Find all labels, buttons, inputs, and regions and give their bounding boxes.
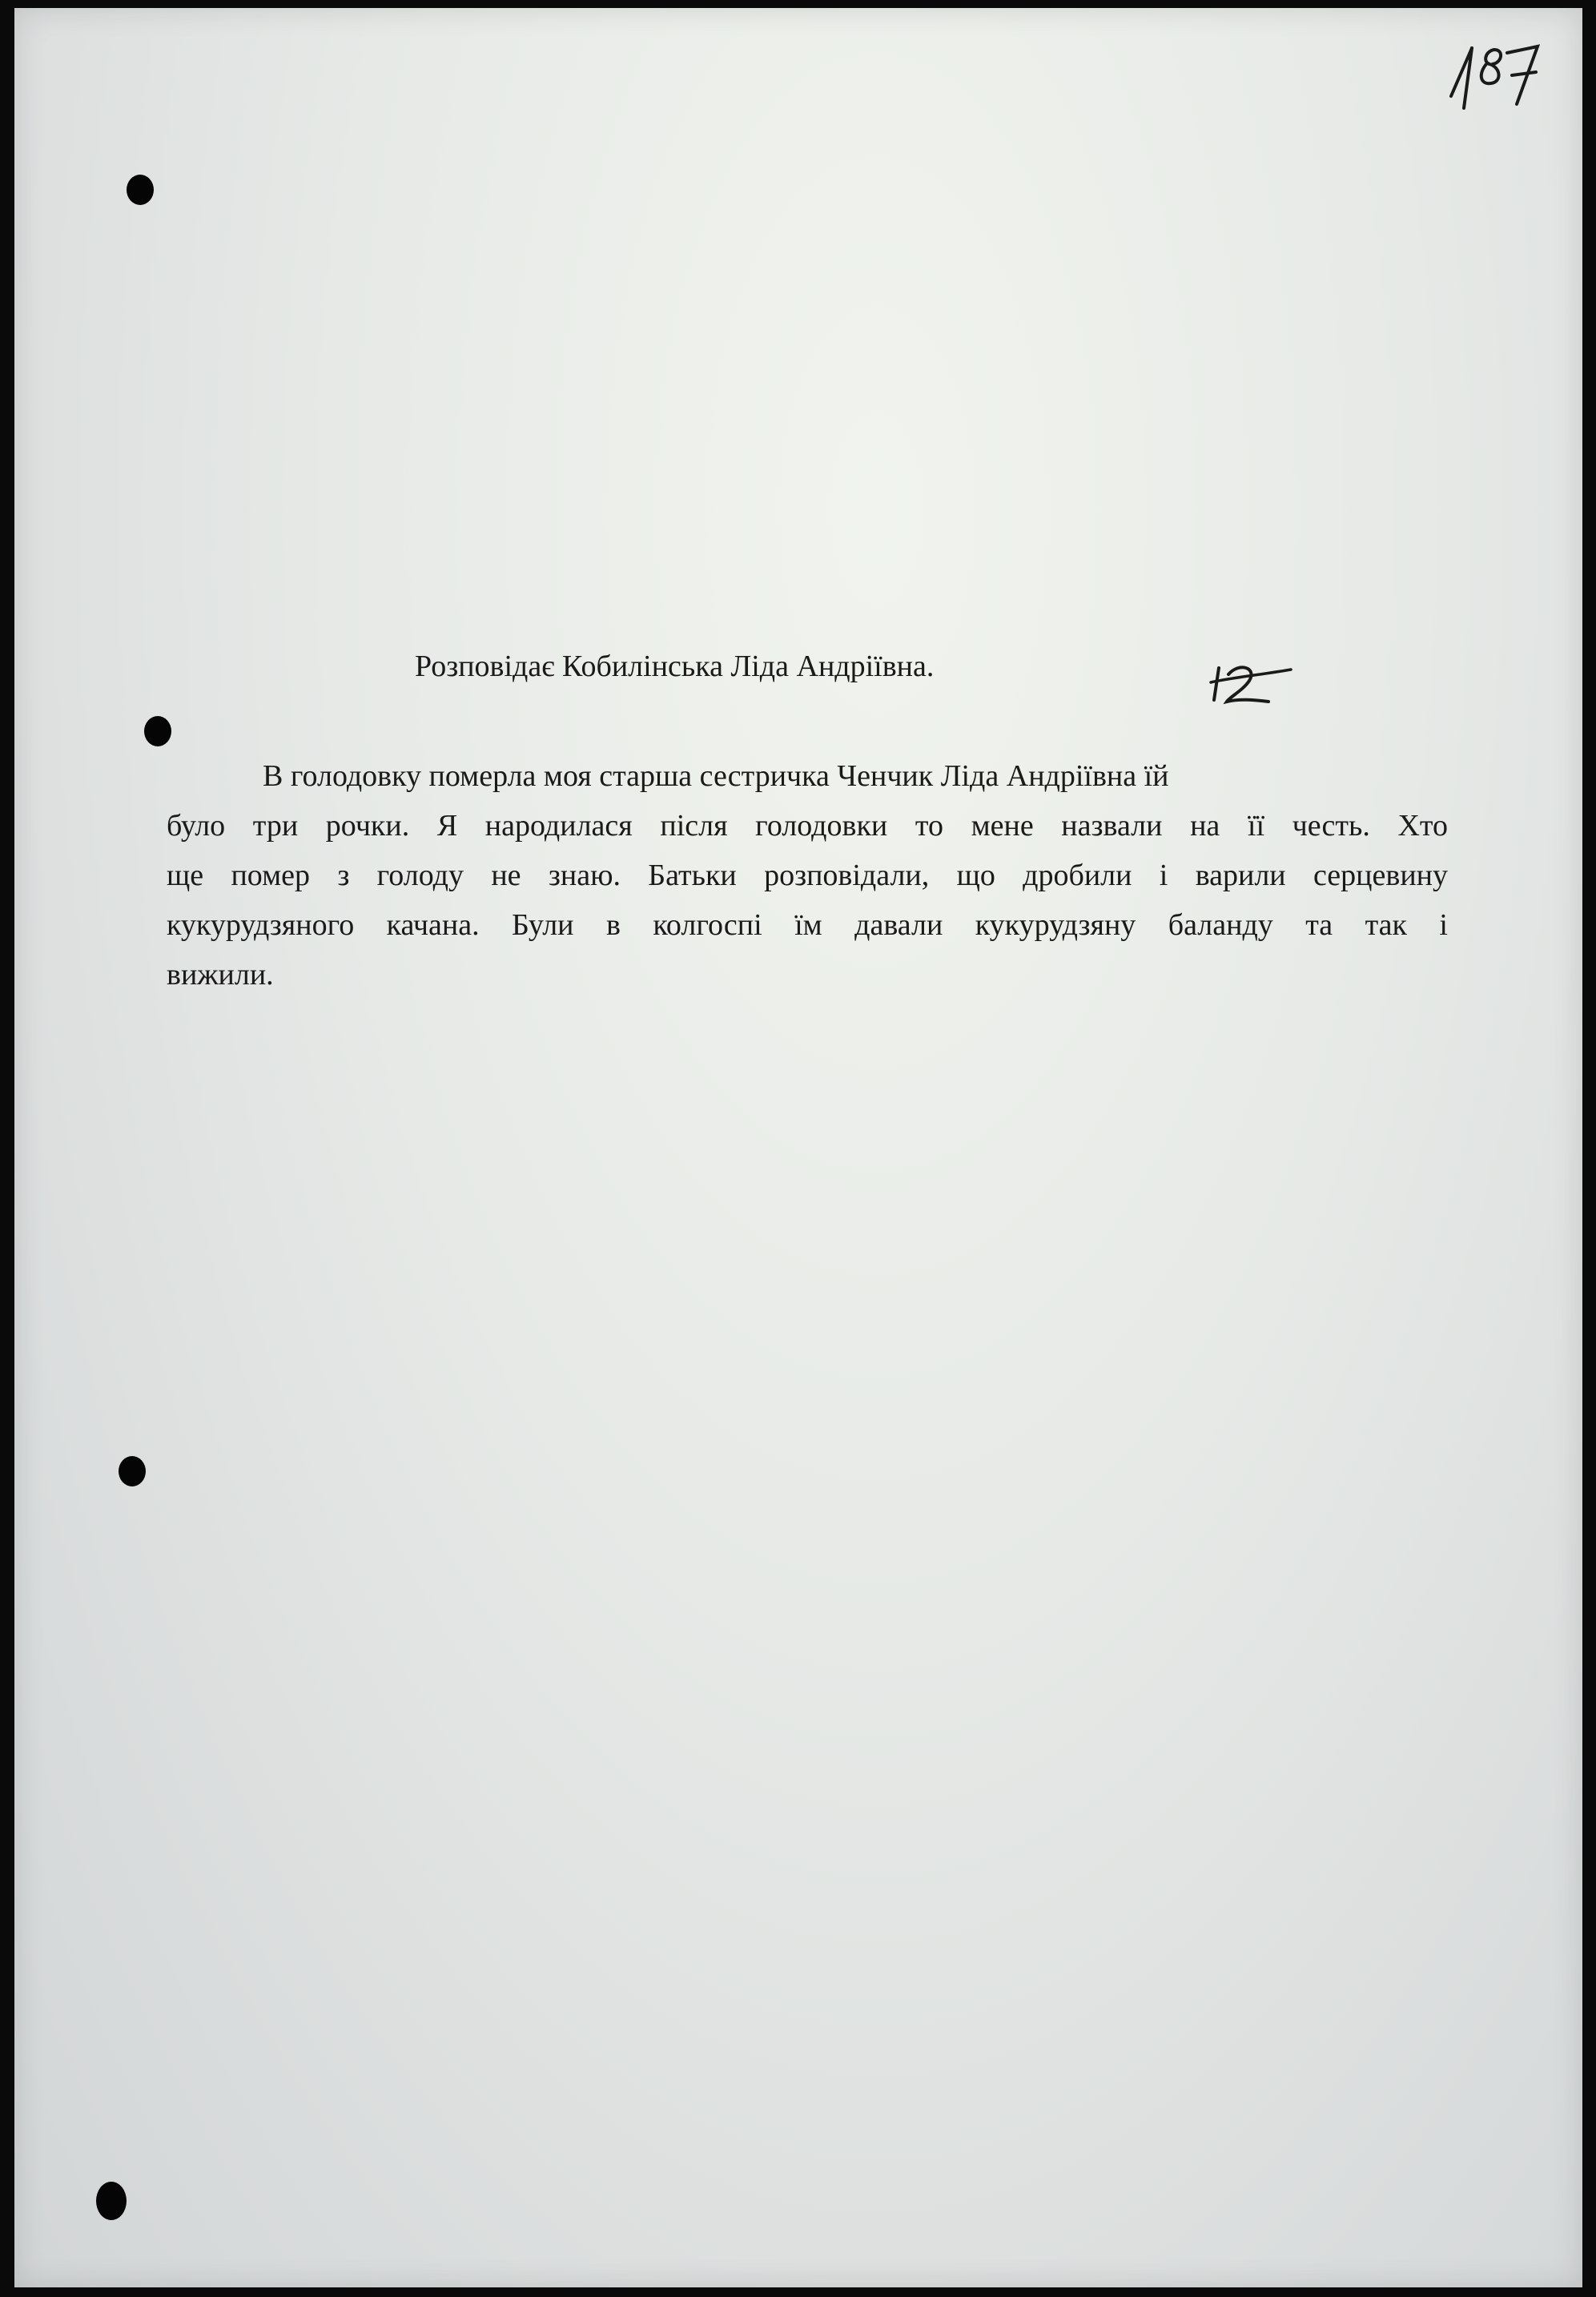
punch-hole bbox=[144, 716, 171, 746]
punch-hole bbox=[127, 175, 154, 205]
body-line: було три рочки. Я народилася після голодовки то мене назвали на її честь. Хто bbox=[167, 809, 1448, 843]
handwritten-title-mark bbox=[1208, 657, 1296, 713]
body-line: кукурудзяного качана. Були в колгоспі їм давали кукурудзяну баланду та так і bbox=[167, 908, 1448, 942]
document-body bbox=[167, 751, 1448, 1000]
body-line: В голодовку померла моя старша сестричка Ченчик Ліда Андріївна їй bbox=[263, 759, 1169, 793]
body-line: вижили. bbox=[167, 958, 274, 992]
document-title: Розповідає Кобилінська Ліда Андріївна. bbox=[415, 650, 935, 683]
body-line: ще помер з голоду не знаю. Батьки розповідали, що дробили і варили серцевину bbox=[167, 859, 1448, 892]
handwritten-page-number bbox=[1440, 32, 1552, 120]
punch-hole bbox=[119, 1456, 146, 1486]
punch-hole bbox=[96, 2182, 127, 2220]
paper-sheet bbox=[14, 8, 1582, 2287]
